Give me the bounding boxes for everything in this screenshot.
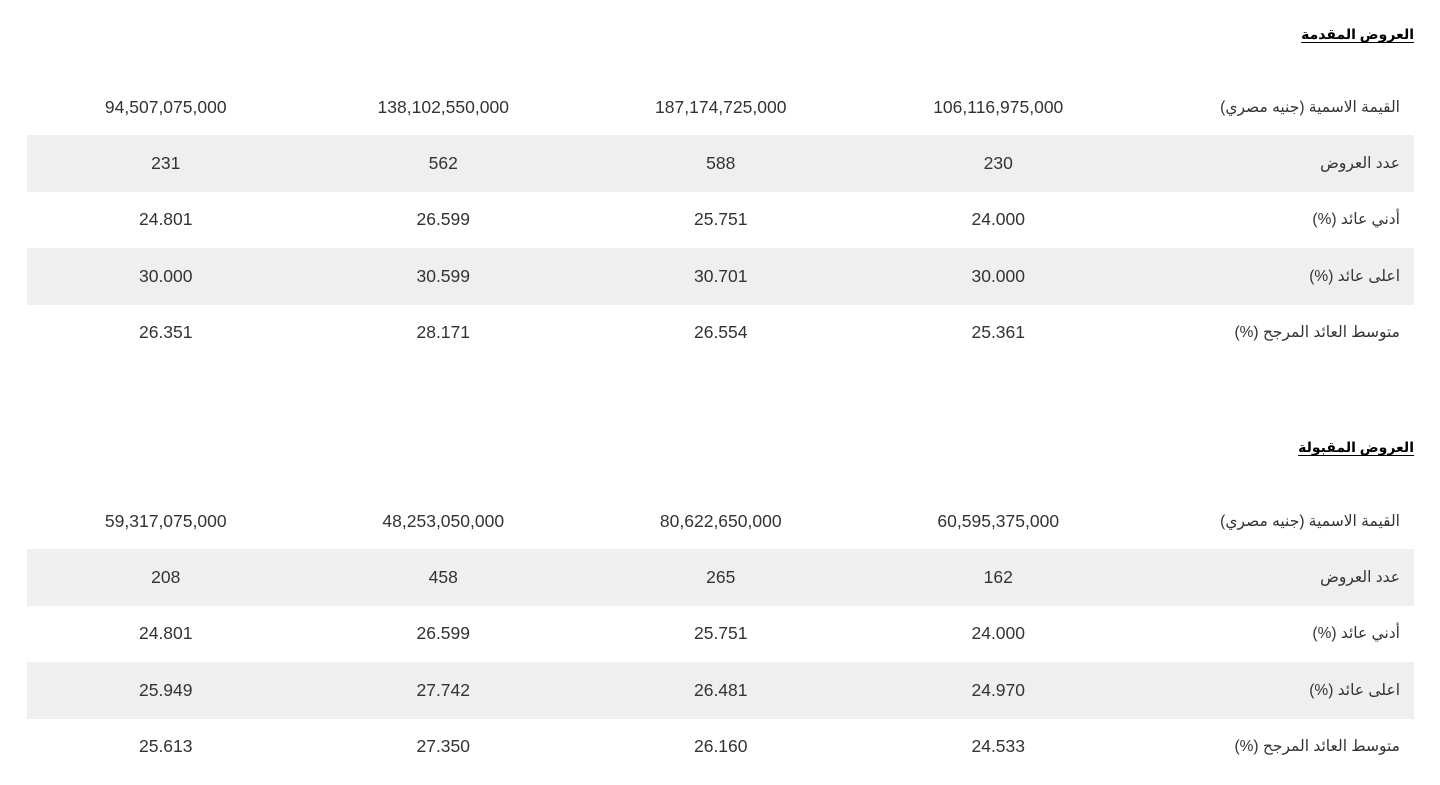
cell-value: 25.751 — [693, 623, 748, 644]
cell-value: 162 — [860, 549, 1138, 605]
cell-value: 26.351 — [138, 322, 193, 343]
cell-value: 30.599 — [305, 248, 583, 304]
cell-value: 208 — [27, 549, 305, 605]
submitted-bids-title: العروض المقدمة — [1301, 26, 1414, 42]
cell-value: 80,622,650,000 — [659, 510, 782, 531]
cell-value: 26.481 — [582, 662, 860, 718]
table-row — [27, 248, 1414, 304]
row-label: القيمة الاسمية (جنيه مصري) — [1220, 512, 1400, 530]
cell-value: 24.533 — [971, 736, 1026, 757]
table-row — [27, 719, 1414, 775]
row-label: أدني عائد (%) — [1312, 211, 1400, 229]
cell-value: 24.801 — [138, 209, 193, 230]
submitted-bids-table — [27, 79, 1414, 361]
cell-value: 28.171 — [416, 322, 471, 343]
table-row — [27, 606, 1414, 662]
cell-value: 27.350 — [416, 736, 471, 757]
accepted-bids-title: العروض المقبولة — [1298, 439, 1414, 455]
row-label: عدد العروض — [1137, 135, 1414, 191]
row-label: أدني عائد (%) — [1312, 625, 1400, 643]
cell-value: 25.751 — [693, 209, 748, 230]
cell-value: 588 — [582, 135, 860, 191]
cell-value: 106,116,975,000 — [933, 96, 1064, 117]
cell-value: 60,595,375,000 — [937, 510, 1060, 531]
cell-value: 25.361 — [971, 322, 1026, 343]
table-row — [27, 493, 1414, 549]
table-row — [27, 662, 1414, 718]
cell-value: 230 — [860, 135, 1138, 191]
cell-value: 30.000 — [860, 248, 1138, 304]
table-row — [27, 135, 1414, 191]
cell-value: 48,253,050,000 — [382, 510, 505, 531]
cell-value: 187,174,725,000 — [655, 96, 787, 117]
row-label: متوسط العائد المرجح (%) — [1234, 324, 1400, 342]
cell-value: 26.160 — [693, 736, 748, 757]
cell-value: 138,102,550,000 — [377, 96, 509, 117]
cell-value: 26.599 — [416, 209, 471, 230]
row-label: اعلى عائد (%) — [1137, 662, 1414, 718]
cell-value: 26.554 — [693, 322, 748, 343]
row-label: القيمة الاسمية (جنيه مصري) — [1220, 98, 1400, 116]
row-label: اعلى عائد (%) — [1137, 248, 1414, 304]
table-row — [27, 79, 1414, 135]
cell-value: 265 — [582, 549, 860, 605]
cell-value: 30.000 — [27, 248, 305, 304]
cell-value: 94,507,075,000 — [104, 96, 227, 117]
cell-value: 458 — [305, 549, 583, 605]
table-row — [27, 192, 1414, 248]
cell-value: 24.970 — [860, 662, 1138, 718]
table-row — [27, 549, 1414, 605]
cell-value: 24.000 — [971, 623, 1026, 644]
cell-value: 26.599 — [416, 623, 471, 644]
cell-value: 24.000 — [971, 209, 1026, 230]
cell-value: 59,317,075,000 — [104, 510, 227, 531]
accepted-bids-table — [27, 493, 1414, 775]
cell-value: 24.801 — [138, 623, 193, 644]
row-label: متوسط العائد المرجح (%) — [1234, 738, 1400, 756]
cell-value: 231 — [27, 135, 305, 191]
row-label: عدد العروض — [1137, 549, 1414, 605]
cell-value: 25.949 — [27, 662, 305, 718]
cell-value: 27.742 — [305, 662, 583, 718]
cell-value: 30.701 — [582, 248, 860, 304]
cell-value: 562 — [305, 135, 583, 191]
cell-value: 25.613 — [138, 736, 193, 757]
table-row — [27, 305, 1414, 361]
